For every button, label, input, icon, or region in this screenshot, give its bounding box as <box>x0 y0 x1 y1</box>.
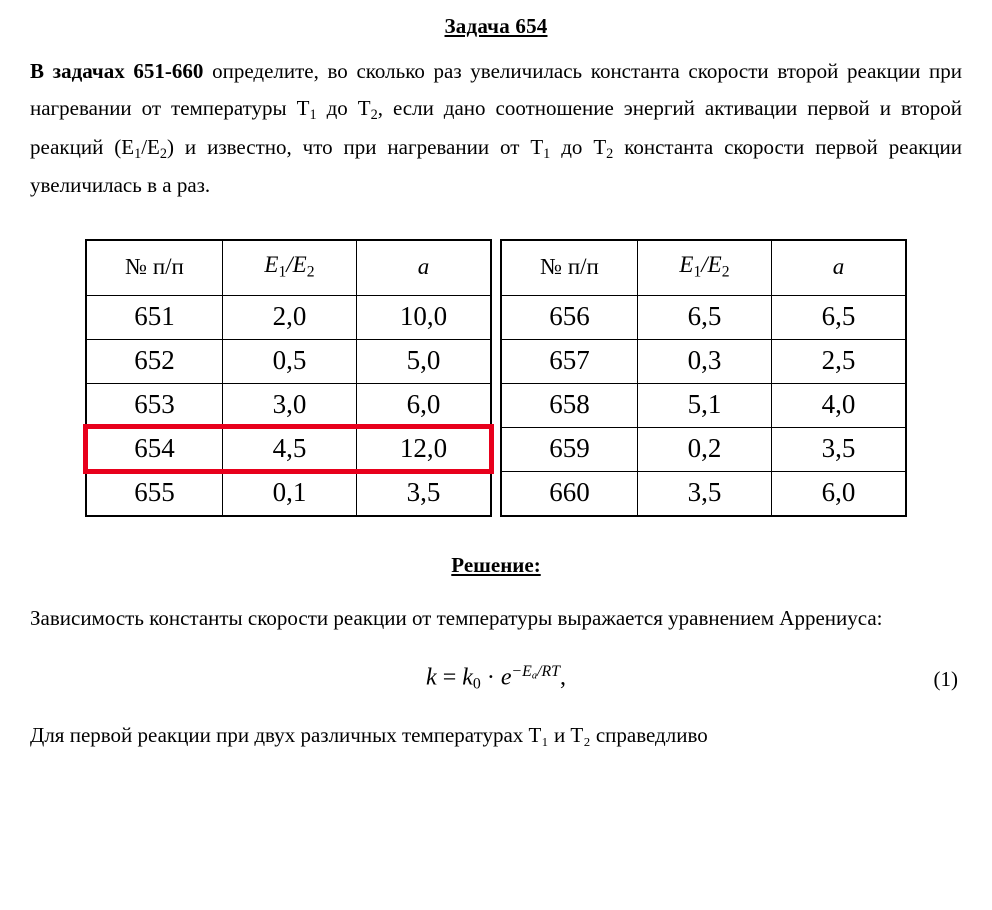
column-header-energy-ratio: $E_1/E_2$ <box>223 240 357 296</box>
intro-text-4: /Е <box>141 134 160 159</box>
table-header-row <box>86 240 491 296</box>
column-header-number: № п/п <box>501 240 638 296</box>
column-header-number: № п/п <box>86 240 223 296</box>
table-row <box>86 427 491 471</box>
intro-sub-4: 2 <box>159 145 168 162</box>
cell-number: 656 <box>501 295 638 339</box>
intro-text-5: ) и известно, что при нагревании от Т <box>167 134 544 159</box>
cell-energy-ratio: 2,0 <box>223 295 357 339</box>
table-row <box>86 471 491 516</box>
intro-sub-3: 1 <box>134 145 142 162</box>
table-row <box>501 383 906 427</box>
cell-a: 6,0 <box>357 383 492 427</box>
table-header-row <box>501 240 906 296</box>
intro-sub-5: 1 <box>543 145 551 162</box>
intro-paragraph <box>30 53 962 205</box>
table-row <box>501 339 906 383</box>
cell-number: 652 <box>86 339 223 383</box>
table-divider <box>492 239 500 517</box>
equation-number: (1) <box>933 666 958 691</box>
intro-sub-6: 2 <box>606 145 614 162</box>
intro-text-1: определите, во сколько раз увеличилась константа скорости второй реакции при нагревании от температуры Т <box>30 59 962 121</box>
cell-energy-ratio: 3,5 <box>638 471 772 516</box>
intro-sub-2: 2 <box>370 107 378 124</box>
intro-text-3: , если дано соотношение энергий активации первой и второй реакций (Е <box>30 96 962 159</box>
data-tables <box>30 239 962 517</box>
cell-number: 655 <box>86 471 223 516</box>
cell-energy-ratio: 4,5 <box>223 427 357 471</box>
intro-text-7: константа скорости первой реакции увеличилась в а раз. <box>30 134 963 198</box>
cell-energy-ratio: 0,3 <box>638 339 772 383</box>
table-right <box>500 239 907 517</box>
intro-text-2: до Т <box>316 96 371 121</box>
cell-a: 3,5 <box>357 471 492 516</box>
column-header-a: a <box>772 240 907 296</box>
table-row <box>501 295 906 339</box>
solution-heading: Решение: <box>451 552 541 577</box>
column-header-energy-ratio: $E_1/E_2$ <box>638 240 772 296</box>
cell-a: 12,0 <box>357 427 492 471</box>
cell-energy-ratio: 5,1 <box>638 383 772 427</box>
intro-sub-1: 1 <box>309 107 317 124</box>
table-row <box>501 427 906 471</box>
cell-a: 6,5 <box>772 295 907 339</box>
cell-a: 5,0 <box>357 339 492 383</box>
cell-energy-ratio: 6,5 <box>638 295 772 339</box>
cell-number: 660 <box>501 471 638 516</box>
cell-number: 657 <box>501 339 638 383</box>
formula-row-1 <box>30 663 962 703</box>
solution-paragraph: Зависимость константы скорости реакции от температуры выражается уравнением Аррениуса: <box>30 605 883 630</box>
table-row <box>86 383 491 427</box>
cell-energy-ratio: 0,1 <box>223 471 357 516</box>
cell-a: 2,5 <box>772 339 907 383</box>
cell-a: 6,0 <box>772 471 907 516</box>
cell-number: 651 <box>86 295 223 339</box>
cell-number: 659 <box>501 427 638 471</box>
cell-a: 10,0 <box>357 295 492 339</box>
table-row <box>501 471 906 516</box>
cell-number: 654 <box>86 427 223 471</box>
intro-lead: В задачах 651-660 <box>30 59 204 83</box>
cell-number: 653 <box>86 383 223 427</box>
table-row <box>86 339 491 383</box>
next-paragraph-clipped: Для первой реакции при двух различных температурах Т₁ и Т₂ справедливо <box>30 722 708 747</box>
cell-energy-ratio: 3,0 <box>223 383 357 427</box>
intro-text-6: до Т <box>550 134 607 159</box>
cell-energy-ratio: 0,2 <box>638 427 772 471</box>
arrhenius-formula: $k = k_0 \cdot e^{-E_a/RT}$, <box>426 662 566 693</box>
cell-a: 4,0 <box>772 383 907 427</box>
column-header-a: a <box>357 240 492 296</box>
cell-number: 658 <box>501 383 638 427</box>
table-left <box>85 239 492 517</box>
cell-energy-ratio: 0,5 <box>223 339 357 383</box>
table-row <box>86 295 491 339</box>
cell-a: 3,5 <box>772 427 907 471</box>
page-title: Задача 654 <box>444 14 548 38</box>
